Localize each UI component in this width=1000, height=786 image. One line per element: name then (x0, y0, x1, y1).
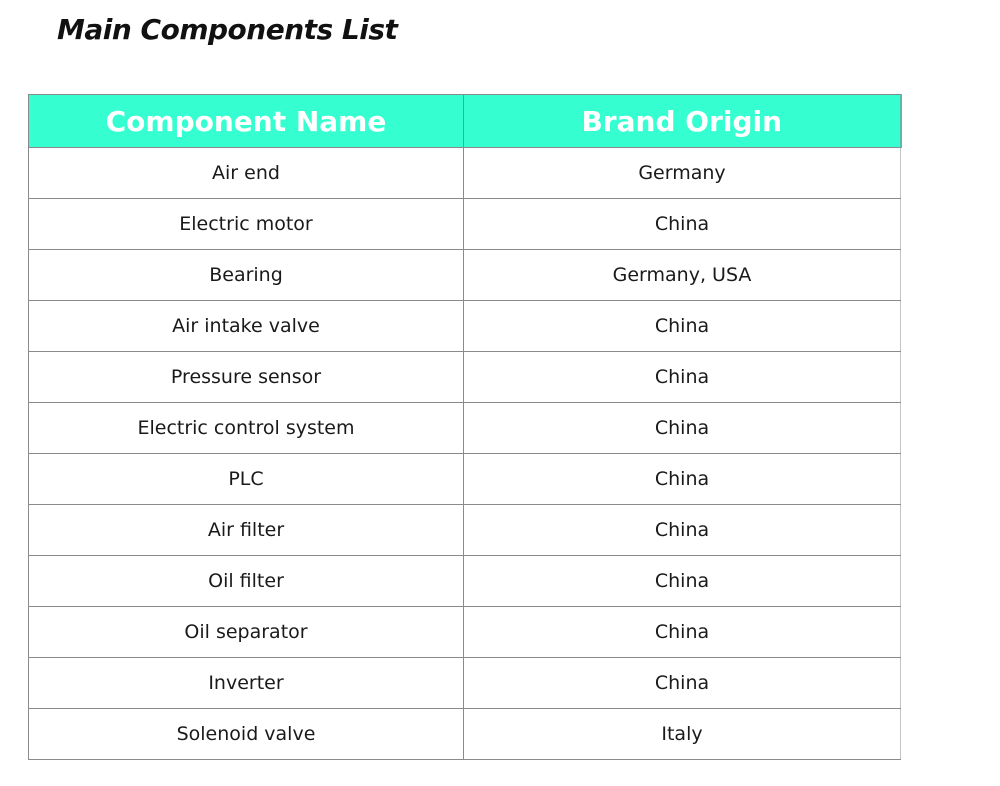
table-row (29, 148, 901, 199)
component-name-cell: Pressure sensor (29, 352, 464, 403)
brand-origin-cell: China (464, 607, 901, 658)
table-row (29, 250, 901, 301)
column-header-brand-origin: Brand Origin (464, 95, 901, 148)
brand-origin-cell: China (464, 403, 901, 454)
component-name-cell: Oil filter (29, 556, 464, 607)
brand-origin-cell: Italy (464, 709, 901, 760)
column-header-component-name: Component Name (29, 95, 464, 148)
component-name-cell: PLC (29, 454, 464, 505)
component-name-cell: Bearing (29, 250, 464, 301)
table-header-row (29, 95, 901, 148)
component-name-cell: Electric control system (29, 403, 464, 454)
page-title: Main Components List (57, 13, 398, 46)
brand-origin-cell: Germany (464, 148, 901, 199)
component-name-cell: Inverter (29, 658, 464, 709)
table-row (29, 505, 901, 556)
component-name-cell: Air end (29, 148, 464, 199)
component-name-cell: Air filter (29, 505, 464, 556)
brand-origin-cell: China (464, 352, 901, 403)
components-table (28, 94, 902, 760)
table-row (29, 607, 901, 658)
brand-origin-cell: Germany, USA (464, 250, 901, 301)
table-body (29, 148, 901, 760)
component-name-cell: Oil separator (29, 607, 464, 658)
table-row (29, 352, 901, 403)
brand-origin-cell: China (464, 301, 901, 352)
table-row (29, 556, 901, 607)
table-header (29, 95, 901, 148)
brand-origin-cell: China (464, 556, 901, 607)
table-row (29, 403, 901, 454)
brand-origin-cell: China (464, 454, 901, 505)
brand-origin-cell: China (464, 505, 901, 556)
component-name-cell: Air intake valve (29, 301, 464, 352)
table-row (29, 709, 901, 760)
brand-origin-cell: China (464, 199, 901, 250)
component-name-cell: Electric motor (29, 199, 464, 250)
table-row (29, 301, 901, 352)
components-table-container (28, 94, 900, 760)
brand-origin-cell: China (464, 658, 901, 709)
table-row (29, 199, 901, 250)
table-row (29, 454, 901, 505)
component-name-cell: Solenoid valve (29, 709, 464, 760)
table-row (29, 658, 901, 709)
